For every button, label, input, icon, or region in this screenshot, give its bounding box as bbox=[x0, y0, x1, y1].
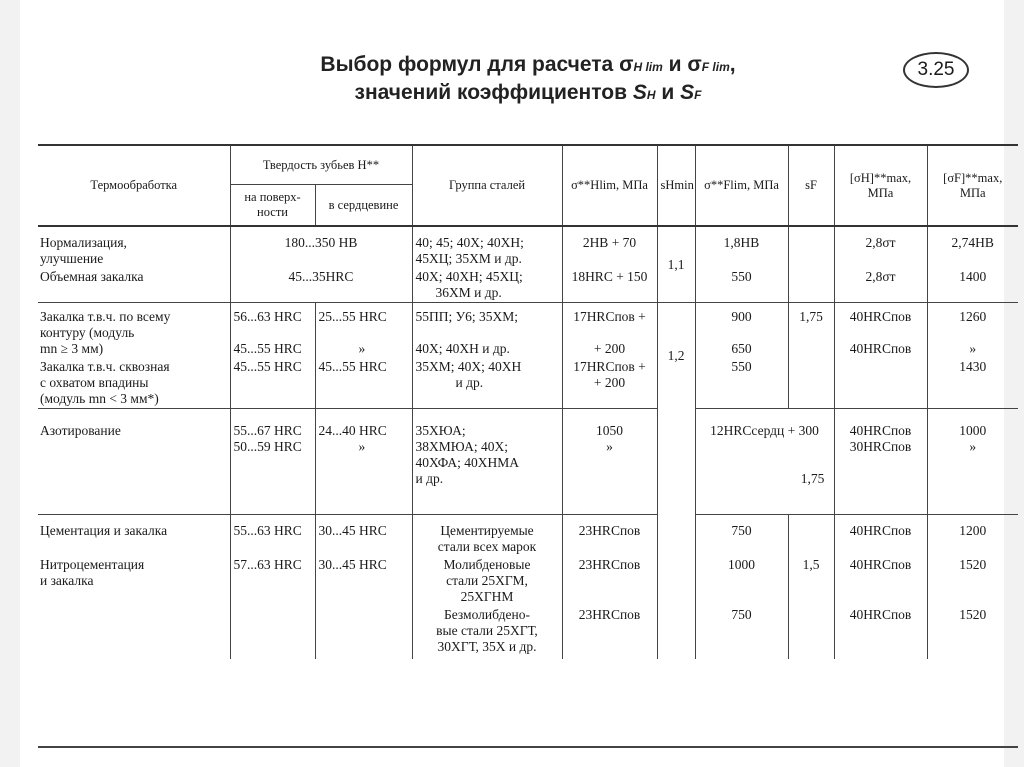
table-row: Цементация и закалка 55...63 HRC 30...45 HRC Цементируемые стали всех марок 23HRCпов 750 40HRCпов 1200 bbox=[38, 515, 1018, 557]
table-row: Нитроцементация и закалка 57...63 HRC 30...45 HRC Молибденовые стали 25ХГМ, 25ХГНМ 23HRCпов 1000 1,5 40HRCпов 1520 bbox=[38, 556, 1018, 606]
header-sigma-f-lim: σ**Flim, МПа bbox=[695, 145, 788, 226]
page-title bbox=[38, 52, 1018, 108]
table-row: Закалка т.в.ч. сквозная с охватом впадины (модуль mn < 3 мм*) 45...55 HRC 45...55 HRC 35ХМ; 40Х; 40ХН и др. 17HRCпов + + 200 550 1430 bbox=[38, 358, 1018, 409]
header-sf: sF bbox=[788, 145, 834, 226]
header-surface: на поверх-ности bbox=[230, 185, 315, 227]
document-page bbox=[38, 14, 1018, 748]
table-row: Азотирование 55...67 HRC 50...59 HRC 24...40 HRC » 35ХЮА; 38ХМЮА; 40Х; 40ХФА; 40ХНМА и др. 1050 » 12HRCсердц + 300 1,75 40HRCпов 30HRCпов 1000 » bbox=[38, 409, 1018, 515]
header-core: в сердцевине bbox=[315, 185, 412, 227]
header-sigma-f-max: [σF]**max, МПа bbox=[927, 145, 1018, 226]
bottom-rule bbox=[38, 746, 1018, 748]
header-treatment: Термообработка bbox=[38, 145, 230, 226]
header-steel-group: Группа сталей bbox=[412, 145, 562, 226]
header-sigma-h-lim: σ**Hlim, МПа bbox=[562, 145, 657, 226]
title-line-2: значений коэффициентов SH и SF bbox=[354, 81, 702, 104]
header-sigma-h-max: [σH]**max, МПа bbox=[834, 145, 927, 226]
table-row: Безмолибдено- вые стали 25ХГТ, 30ХГТ, 35Х и др. 23HRCпов 750 40HRCпов 1520 bbox=[38, 606, 1018, 659]
slide-frame-left bbox=[0, 0, 20, 767]
table-row: Нормализация, улучшение 180...350 НВ 40; 45; 40Х; 40ХН; 45ХЦ; 35ХМ и др. 2НВ + 70 1,1 1,8НВ 2,8σт 2,74НВ bbox=[38, 226, 1018, 268]
section-number-badge: 3.25 bbox=[903, 52, 969, 88]
table-row: Объемная закалка 45...35HRC 40Х; 40ХН; 45ХЦ; 36ХМ и др. 18HRC + 150 550 2,8σт 1400 bbox=[38, 268, 1018, 303]
title-line-1: Выбор формул для расчета σH lim и σF lim, bbox=[320, 53, 736, 76]
header-hardness: Твердость зубьев H** bbox=[230, 145, 412, 185]
formula-table bbox=[38, 144, 1018, 659]
table-row: Закалка т.в.ч. по всему контуру (модуль mn ≥ 3 мм) 56...63 HRC 45...55 HRC 25...55 HRC » 55ПП; У6; 35ХМ; 40Х; 40ХН и др. 17HRCпов + + 200 1,2 900 650 1,75 40HRCпов 40HRCпов 1260 » bbox=[38, 303, 1018, 359]
header-sh-min: sHmin bbox=[657, 145, 695, 226]
